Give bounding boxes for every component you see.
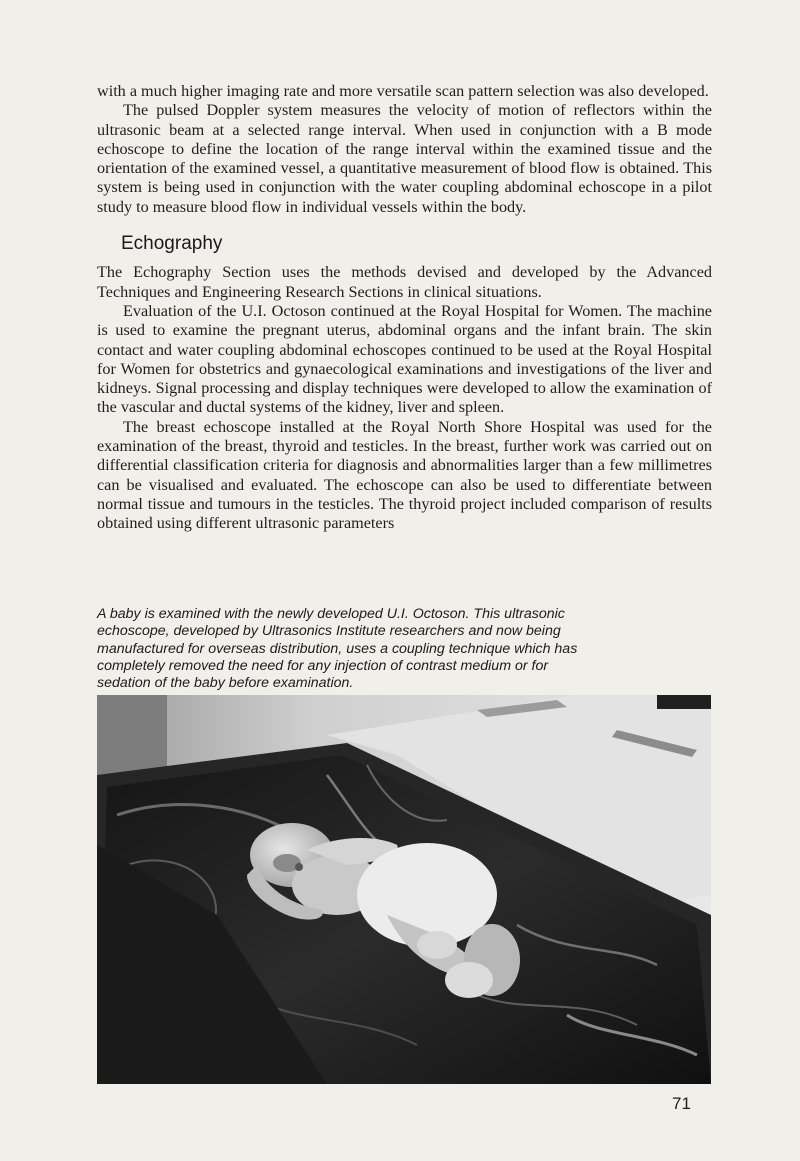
- page-number: 71: [672, 1094, 691, 1113]
- caption-line: sedation of the baby before examination.: [97, 675, 354, 692]
- paragraph-octoson-evaluation: Evaluation of the U.I. Octoson continued at the Royal Hospital for Women. The machine is used to examine the pregnant uterus, abdominal organs and the infant brain. The skin contact and water coupling abdominal echoscopes continued to be used at the Royal Hospital for Women for obstetrics and gynaecological examinations and investigations of the liver and kidneys. Signal processing and display techniques were developed to allow the examination of the vascular and ductal systems of the kidney, liver and spleen.: [97, 301, 712, 417]
- section-heading: Echography: [121, 233, 223, 255]
- caption-line: manufactured for overseas distribution, uses a coupling technique which has: [97, 640, 578, 657]
- paragraph-doppler: The pulsed Doppler system measures the velocity of motion of reflectors within the ultrasonic beam at a selected range interval. When used in conjunction with a B mode echoscope to define the location of the range interval within the examined tissue and the orientation of the examined vessel, a quantitative measurement of blood flow is obtained. This system is being used in conjunction with the water coupling abdominal echoscope in a pilot study to measure blood flow in individual vessels within the body.: [97, 101, 712, 216]
- baby-sock-left: [417, 931, 457, 959]
- paragraph-breast-echoscope: The breast echoscope installed at the Royal North Shore Hospital was used for the examination of the breast, thyroid and testicles. In the breast, further work was carried out on differential classification criteria for diagnosis and abnormalities larger than a few millimetres can be visualised and evaluated. The echoscope can also be used to differentiate between normal tissue and tumours in the testicles. The thyroid project included comparison of results obtained using different ultrasonic parameters: [97, 417, 712, 533]
- caption-line: echoscope, developed by Ultrasonics Institute researchers and now being: [97, 623, 561, 640]
- baby-sock: [445, 962, 493, 998]
- baby-examination-photo: [97, 695, 711, 1084]
- photo-caption: [97, 606, 697, 692]
- caption-line: completely removed the need for any injection of contrast medium or for: [97, 657, 549, 674]
- background-wall-shadow: [97, 695, 167, 775]
- paragraph-continuation: with a much higher imaging rate and more versatile scan pattern selection was also developed.: [97, 82, 709, 100]
- body-text: [97, 82, 712, 534]
- caption-line: A baby is examined with the newly developed U.I. Octoson. This ultrasonic: [97, 606, 565, 622]
- photo-illustration: [97, 695, 711, 1084]
- paragraph-echography-intro: The Echography Section uses the methods devised and developed by the Advanced Techniques and Engineering Research Sections in clinical situations.: [97, 263, 712, 301]
